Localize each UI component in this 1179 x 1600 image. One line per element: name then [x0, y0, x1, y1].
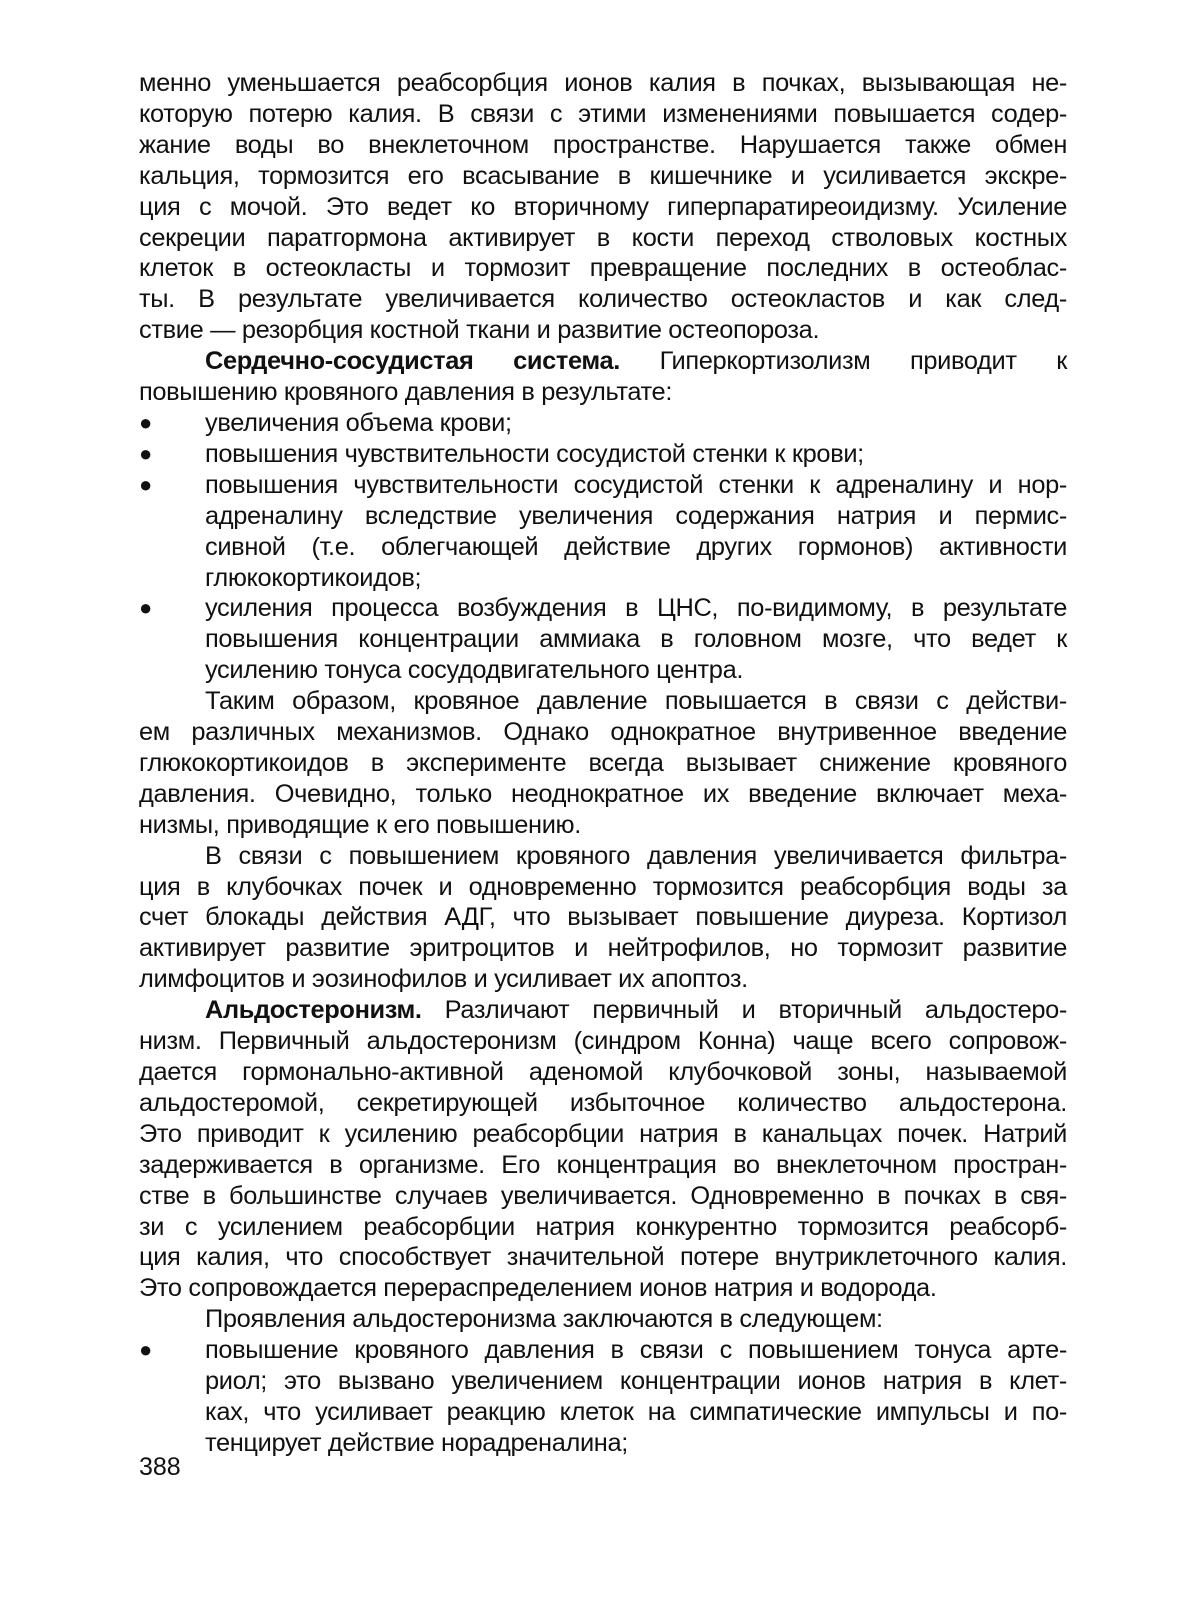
- text-run: усиления процесса возбуждения в ЦНС, по-видимому, в результате: [205, 594, 1067, 623]
- text-line: ем различных механизмов. Однако однократное внутривенное введение: [139, 718, 1067, 747]
- list-item: [139, 470, 1067, 594]
- text-run: Гиперкортизолизм приводит к: [619, 347, 1067, 376]
- text-line: зи с усилением реабсорбции натрия конкурентно тормозится реабсорб-: [139, 1212, 1067, 1241]
- text-line: дается гормонально-активной аденомой клубочковой зоны, называемой: [139, 1058, 1067, 1086]
- text-line: низмы, приводящие к его повышению.: [139, 810, 581, 839]
- text-line: которую потерю калия. В связи с этими изменениями повышается содер-: [139, 99, 1067, 128]
- text-line: клеток в остеокласты и тормозит превращение последних в остеоблас-: [139, 254, 1067, 283]
- text-line: счет блокады действия АДГ, что вызывает повышение диуреза. Кортизол: [139, 903, 1067, 932]
- text-line: кальция, тормозится его всасывание в кишечнике и усиливается экскре-: [139, 161, 1067, 190]
- text-run: повышение кровяного давления в связи с повышением тонуса арте-: [205, 1336, 1067, 1365]
- text-line: [139, 408, 1067, 439]
- text-line: Таким образом, кровяное давление повышается в связи с действи-: [205, 687, 1067, 716]
- text-run: увеличения объема крови;: [205, 408, 512, 437]
- list-item: [139, 439, 1067, 470]
- bullet-icon: ●: [139, 471, 152, 497]
- paragraph-3: [139, 686, 1067, 841]
- text-line: [139, 593, 1067, 624]
- text-line: Это приводит к усилению реабсорбции натрия в канальцах почек. Натрий: [139, 1119, 1067, 1148]
- text-line: Это сопровождается перераспределением ионов натрия и водорода.: [139, 1274, 937, 1303]
- text-line: [139, 439, 1067, 470]
- text-run: повышения чувствительности сосудистой стенки к крови;: [205, 439, 864, 468]
- bullet-icon: ●: [139, 409, 152, 435]
- text-line: активирует развитие эритроцитов и нейтрофилов, но тормозит развитие: [139, 934, 1067, 963]
- list-item: [139, 408, 1067, 439]
- text-line: глюкокортикоидов;: [205, 563, 422, 592]
- paragraph-aldosteronism: [139, 995, 1067, 1304]
- text-line: альдостеромой, секретирующей избыточное количество альдостерона.: [139, 1088, 1067, 1117]
- text-line: [139, 470, 1067, 501]
- paragraph-4: [139, 841, 1067, 996]
- list-item: [139, 1335, 1067, 1459]
- paragraph-cardiovascular: [139, 346, 1067, 408]
- text-line: задерживается в организме. Его концентрация во внеклеточном простран-: [139, 1150, 1067, 1179]
- text-line: тенцирует действие норадреналина;: [205, 1428, 628, 1457]
- text-line: В связи с повышением кровяного давления увеличивается фильтра-: [205, 841, 1067, 870]
- text-line: сивной (т.е. облегчающей действие других гормонов) активности: [205, 532, 1067, 561]
- text-line: адреналину вследствие увеличения содержания натрия и пермис-: [205, 501, 1067, 530]
- page-number: 388: [139, 1453, 181, 1481]
- text-run: повышения чувствительности сосудистой стенки к адреналину и нор-: [205, 470, 1067, 499]
- text-line: давления. Очевидно, только неоднократное их введение включает меха-: [139, 779, 1067, 808]
- page-body: [139, 68, 1067, 1459]
- paragraph-1: [139, 68, 1067, 346]
- text-line: [139, 1335, 1067, 1366]
- text-line: ках, что усиливает реакцию клеток на симпатические импульсы и по-: [205, 1397, 1067, 1426]
- text-line: стве в большинстве случаев увеличивается. Одновременно в почках в свя-: [139, 1181, 1067, 1210]
- text-line: лимфоцитов и эозинофилов и усиливает их апоптоз.: [139, 965, 748, 994]
- bullet-icon: ●: [139, 440, 152, 466]
- paragraph-6: [139, 1304, 1067, 1335]
- text-line: [139, 346, 1067, 377]
- bullet-icon: ●: [139, 1337, 152, 1363]
- text-line: ция калия, что способствует значительной потере внутриклеточного калия.: [139, 1243, 1067, 1272]
- text-line: Проявления альдостеронизма заключаются в следующем:: [205, 1305, 883, 1334]
- text-line: ты. В результате увеличивается количество остеокластов и как след-: [139, 285, 1067, 314]
- text-line: повышению кровяного давления в результате:: [139, 378, 673, 407]
- text-line: риол; это вызвано увеличением концентрации ионов натрия в клет-: [205, 1367, 1067, 1396]
- text-line: ция с мочой. Это ведет ко вторичному гиперпаратиреоидизму. Усиление: [139, 192, 1067, 221]
- text-line: повышения концентрации аммиака в головном мозге, что ведет к: [205, 625, 1067, 654]
- bullet-list-2: [139, 1335, 1067, 1459]
- text-line: усилению тонуса сосудодвигательного центра.: [205, 656, 744, 685]
- text-line: [139, 995, 1067, 1026]
- text-line: ция в клубочках почек и одновременно тормозится реабсорбция воды за: [139, 872, 1067, 901]
- text-line: ствие — резорбция костной ткани и развитие остеопороза.: [139, 316, 820, 345]
- bullet-icon: ●: [139, 595, 152, 621]
- bullet-list-1: [139, 408, 1067, 686]
- text-line: низм. Первичный альдостеронизм (синдром Конна) чаще всего сопровож-: [139, 1027, 1067, 1056]
- text-line: жание воды во внеклеточном пространстве. Нарушается также обмен: [139, 130, 1067, 159]
- text-line: секреции паратгормона активирует в кости переход стволовых костных: [139, 223, 1067, 252]
- text-line: глюкокортикоидов в эксперименте всегда вызывает снижение кровяного: [139, 748, 1067, 777]
- list-item: [139, 593, 1067, 686]
- text-line: менно уменьшается реабсорбция ионов калия в почках, вызывающая не-: [139, 69, 1067, 97]
- section-heading-cardiovascular: Сердечно-сосудистая система.: [205, 347, 620, 376]
- text-run: Различают первичный и вторичный альдостеро-: [421, 996, 1067, 1025]
- section-heading-aldosteronism: Альдостеронизм.: [205, 996, 422, 1025]
